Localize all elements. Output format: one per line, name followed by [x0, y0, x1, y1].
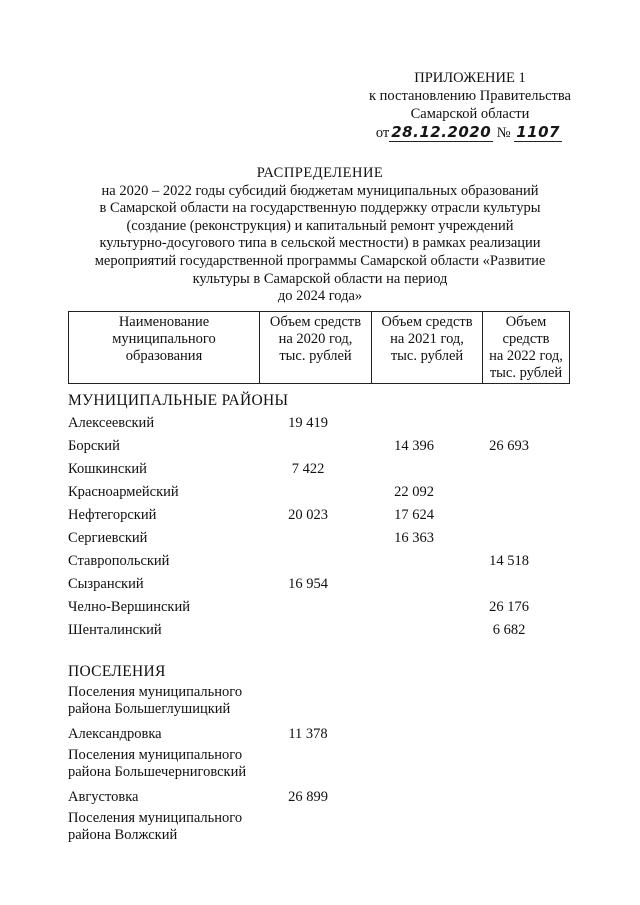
- table-header: [68, 311, 570, 384]
- header-text: Объем средств: [269, 314, 362, 330]
- header-col-2020: [260, 312, 372, 384]
- group-row: [68, 745, 588, 785]
- title-line: (создание (реконструкция) и капитальный ремонт учреждений: [126, 217, 514, 234]
- row-name: Сергиевский: [68, 530, 148, 546]
- table-row: [68, 457, 588, 480]
- section-settlements: [68, 659, 588, 682]
- table-row: [68, 480, 588, 503]
- header-text: Объем: [505, 314, 547, 330]
- table-row: [68, 434, 588, 457]
- header-text: муниципального: [112, 331, 216, 347]
- value-2022: 6 682: [492, 622, 526, 638]
- value-2021: 14 396: [394, 438, 434, 454]
- header-col-2022: [483, 312, 570, 384]
- value-2021: 17 624: [394, 507, 434, 523]
- title-line: культуры в Самарской области на период: [192, 270, 448, 287]
- table-row: [68, 549, 588, 572]
- table-row: [68, 595, 588, 618]
- header-text: на 2021 год,: [390, 331, 464, 347]
- header-text: на 2020 год,: [278, 331, 353, 347]
- table-row: [68, 722, 588, 745]
- row-name: Ставропольский: [68, 553, 170, 569]
- attachment-label: ПРИЛОЖЕНИЕ 1: [414, 70, 526, 86]
- section-districts: [68, 388, 588, 411]
- title-line: на 2020 – 2022 годы субсидий бюджетам муниципальных образований: [101, 182, 539, 199]
- value-2020: 19 419: [288, 415, 328, 431]
- section-title: МУНИЦИПАЛЬНЫЕ РАЙОНЫ: [68, 392, 289, 409]
- section-title: ПОСЕЛЕНИЯ: [68, 663, 166, 680]
- header-text: тыс. рублей: [279, 348, 352, 364]
- value-2022: 14 518: [489, 553, 529, 569]
- value-2020: 16 954: [288, 576, 328, 592]
- row-name: Шенталинский: [68, 622, 162, 638]
- value-2020: 26 899: [288, 789, 328, 805]
- table-row: [68, 785, 588, 808]
- header-text: средств: [502, 331, 550, 347]
- table-row: [68, 526, 588, 549]
- handwritten-date: 28.12.2020: [391, 123, 492, 141]
- header-text: тыс. рублей: [390, 348, 464, 364]
- group-name: Поселения муниципального района Большечерниговский: [68, 747, 247, 780]
- header-text: образования: [125, 348, 203, 364]
- row-name: Челно-Вершинский: [68, 599, 190, 615]
- row-name: Александровка: [68, 726, 162, 742]
- row-name: Нефтегорский: [68, 507, 157, 523]
- table-row: [68, 503, 588, 526]
- spacer: [68, 641, 588, 659]
- row-name: Кошкинский: [68, 461, 147, 477]
- attachment-block: [340, 70, 600, 142]
- row-name: Алексеевский: [68, 415, 155, 431]
- table-body: [68, 388, 588, 848]
- header-text: на 2022 год,: [489, 348, 563, 364]
- group-row: [68, 682, 588, 722]
- attachment-date-number: [340, 124, 600, 142]
- date-prefix: от: [375, 125, 390, 141]
- table-row: [68, 618, 588, 641]
- value-2022: 26 176: [489, 599, 529, 615]
- group-row: [68, 808, 588, 848]
- header-col-2021: [372, 312, 483, 384]
- title-line: мероприятий государственной программы Самарской области «Развитие: [94, 252, 546, 269]
- value-2021: 16 363: [394, 530, 434, 546]
- title-heading: РАСПРЕДЕЛЕНИЕ: [256, 165, 384, 181]
- title-line: до 2024 года»: [277, 288, 363, 305]
- group-name: Поселения муниципального района Большеглушицкий: [68, 684, 243, 717]
- value-2022: 26 693: [489, 438, 529, 454]
- header-text: тыс. рублей: [489, 365, 563, 381]
- document-title: [40, 165, 600, 306]
- row-name: Августовка: [68, 789, 139, 805]
- header-text: Объем средств: [381, 314, 473, 330]
- handwritten-number: 1107: [516, 123, 560, 141]
- table-row: [68, 572, 588, 595]
- row-name: Красноармейский: [68, 484, 179, 500]
- group-name: Поселения муниципального района Волжский: [68, 810, 243, 843]
- title-line: в Самарской области на государственную поддержку отрасли культуры: [99, 200, 541, 217]
- header-col-name: [69, 312, 260, 384]
- attachment-region: Самарской области: [410, 106, 530, 122]
- row-name: Сызранский: [68, 576, 144, 592]
- row-name: Борский: [68, 438, 120, 454]
- value-2021: 22 092: [394, 484, 434, 500]
- title-line: культурно-досугового типа в сельской местности) в рамках реализации: [99, 235, 541, 252]
- value-2020: 11 378: [288, 726, 328, 742]
- table-row: [68, 411, 588, 434]
- header-text: Наименование: [118, 314, 210, 330]
- value-2020: 7 422: [291, 461, 325, 477]
- attachment-decree: к постановлению Правительства: [369, 88, 571, 104]
- value-2020: 20 023: [288, 507, 328, 523]
- number-prefix: №: [496, 125, 511, 141]
